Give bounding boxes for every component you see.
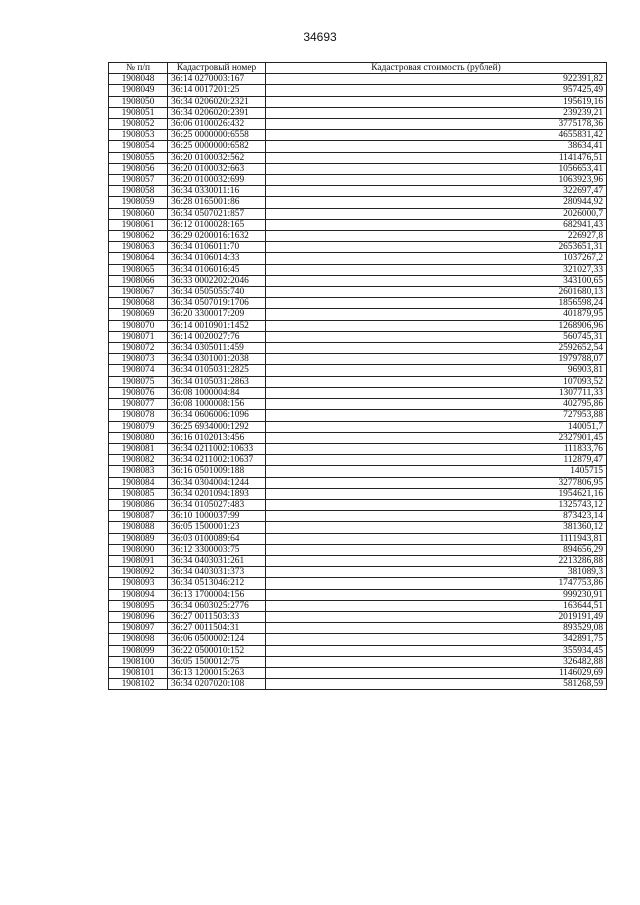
cell-cadastral-value: 1747753,86	[266, 578, 607, 589]
cell-row-number: 1908100	[109, 656, 168, 667]
cell-cadastral-number: 36:22 0500010:152	[168, 645, 266, 656]
table-row	[109, 242, 607, 253]
cell-cadastral-value: 107093,52	[266, 376, 607, 387]
table-row	[109, 443, 607, 454]
table-row	[109, 656, 607, 667]
cell-cadastral-value: 893529,08	[266, 623, 607, 634]
cell-cadastral-value: 2653651,31	[266, 242, 607, 253]
cell-cadastral-number: 36:14 0270003:167	[168, 74, 266, 85]
table-row	[109, 679, 607, 690]
cell-cadastral-number: 36:27 0011503:33	[168, 611, 266, 622]
cell-row-number: 1908060	[109, 208, 168, 219]
cell-cadastral-number: 36:28 0165001:86	[168, 197, 266, 208]
table-row	[109, 175, 607, 186]
cell-row-number: 1908088	[109, 522, 168, 533]
cell-row-number: 1908087	[109, 511, 168, 522]
cell-cadastral-value: 1141476,51	[266, 152, 607, 163]
cell-cadastral-number: 36:34 0330011:16	[168, 186, 266, 197]
cell-row-number: 1908093	[109, 578, 168, 589]
cell-cadastral-number: 36:14 0010901:1452	[168, 320, 266, 331]
cell-cadastral-value: 96903,81	[266, 365, 607, 376]
cell-cadastral-value: 1146029,69	[266, 667, 607, 678]
cell-cadastral-number: 36:13 1700004:156	[168, 589, 266, 600]
cell-cadastral-number: 36:16 0102013:456	[168, 432, 266, 443]
table-row	[109, 343, 607, 354]
table-row	[109, 600, 607, 611]
cell-cadastral-value: 1063923,96	[266, 175, 607, 186]
cell-cadastral-value: 560745,31	[266, 331, 607, 342]
table-row	[109, 387, 607, 398]
cell-cadastral-number: 36:34 0106016:45	[168, 264, 266, 275]
table-row	[109, 354, 607, 365]
cell-cadastral-number: 36:12 3300003:75	[168, 544, 266, 555]
cell-cadastral-value: 999230,91	[266, 589, 607, 600]
cell-row-number: 1908052	[109, 119, 168, 130]
cell-row-number: 1908053	[109, 130, 168, 141]
cell-cadastral-number: 36:14 0020027:76	[168, 331, 266, 342]
cell-row-number: 1908080	[109, 432, 168, 443]
column-header-number: № п/п	[109, 63, 168, 74]
table-row	[109, 85, 607, 96]
cell-row-number: 1908049	[109, 85, 168, 96]
cell-cadastral-number: 36:34 0513046:212	[168, 578, 266, 589]
cell-cadastral-value: 581268,59	[266, 679, 607, 690]
cell-row-number: 1908086	[109, 499, 168, 510]
cell-cadastral-value: 226927,8	[266, 231, 607, 242]
column-header-cadastral-number: Кадастровый номер	[168, 63, 266, 74]
cadastral-value-table	[108, 62, 607, 690]
cell-cadastral-value: 1979788,07	[266, 354, 607, 365]
table-row	[109, 578, 607, 589]
cell-row-number: 1908069	[109, 309, 168, 320]
cell-cadastral-value: 1954621,16	[266, 488, 607, 499]
page-number: 34693	[303, 30, 337, 44]
cell-row-number: 1908066	[109, 275, 168, 286]
cell-cadastral-number: 36:34 0505055:740	[168, 287, 266, 298]
cell-row-number: 1908079	[109, 421, 168, 432]
column-header-cadastral-value: Кадастровая стоимость (рублей)	[266, 63, 607, 74]
cell-cadastral-value: 727953,88	[266, 410, 607, 421]
cell-cadastral-value: 111833,76	[266, 443, 607, 454]
cell-cadastral-number: 36:06 0500002:124	[168, 634, 266, 645]
cell-row-number: 1908065	[109, 264, 168, 275]
cell-cadastral-number: 36:34 0507019:1706	[168, 298, 266, 309]
cell-cadastral-value: 342891,75	[266, 634, 607, 645]
cell-cadastral-number: 36:14 0017201:25	[168, 85, 266, 96]
cell-cadastral-value: 1056653,41	[266, 163, 607, 174]
cell-cadastral-number: 36:34 0105031:2825	[168, 365, 266, 376]
cell-cadastral-value: 2601680,13	[266, 287, 607, 298]
cell-row-number: 1908063	[109, 242, 168, 253]
table-row	[109, 74, 607, 85]
cell-row-number: 1908067	[109, 287, 168, 298]
cell-cadastral-number: 36:20 0100032:699	[168, 175, 266, 186]
cell-cadastral-number: 36:13 1200015:263	[168, 667, 266, 678]
table-row	[109, 455, 607, 466]
table-row	[109, 511, 607, 522]
cell-row-number: 1908056	[109, 163, 168, 174]
table-row	[109, 130, 607, 141]
cell-cadastral-value: 381360,12	[266, 522, 607, 533]
cell-row-number: 1908078	[109, 410, 168, 421]
cell-cadastral-number: 36:20 0100032:663	[168, 163, 266, 174]
cell-cadastral-number: 36:16 0501009:188	[168, 466, 266, 477]
cell-cadastral-number: 36:34 0403031:261	[168, 555, 266, 566]
cell-cadastral-number: 36:25 0000000:6582	[168, 141, 266, 152]
cell-cadastral-number: 36:34 0301001:2038	[168, 354, 266, 365]
cell-cadastral-number: 36:34 0403031:373	[168, 567, 266, 578]
table-row	[109, 253, 607, 264]
cell-cadastral-value: 322697,47	[266, 186, 607, 197]
table-row	[109, 376, 607, 387]
cell-cadastral-number: 36:08 1000004:84	[168, 387, 266, 398]
cell-cadastral-number: 36:29 0200016:1632	[168, 231, 266, 242]
cell-cadastral-value: 195619,16	[266, 96, 607, 107]
cell-row-number: 1908090	[109, 544, 168, 555]
cell-row-number: 1908094	[109, 589, 168, 600]
cell-row-number: 1908064	[109, 253, 168, 264]
cell-cadastral-number: 36:34 0507021:857	[168, 208, 266, 219]
table-row	[109, 477, 607, 488]
table-row	[109, 410, 607, 421]
table-row	[109, 141, 607, 152]
cell-row-number: 1908091	[109, 555, 168, 566]
cell-cadastral-value: 401879,95	[266, 309, 607, 320]
cell-cadastral-value: 922391,82	[266, 74, 607, 85]
cell-cadastral-value: 894656,29	[266, 544, 607, 555]
cell-cadastral-number: 36:34 0211002:10633	[168, 443, 266, 454]
cell-cadastral-value: 2213286,88	[266, 555, 607, 566]
cell-cadastral-value: 1111943,81	[266, 533, 607, 544]
cell-row-number: 1908071	[109, 331, 168, 342]
cell-cadastral-value: 2026000,7	[266, 208, 607, 219]
cell-cadastral-number: 36:34 0206020:2321	[168, 96, 266, 107]
cell-cadastral-number: 36:34 0606006:1096	[168, 410, 266, 421]
table-row	[109, 611, 607, 622]
cell-cadastral-number: 36:05 1500001:23	[168, 522, 266, 533]
table-row	[109, 533, 607, 544]
table-row	[109, 219, 607, 230]
cell-row-number: 1908073	[109, 354, 168, 365]
table-row	[109, 320, 607, 331]
cell-row-number: 1908102	[109, 679, 168, 690]
cell-cadastral-value: 1268906,96	[266, 320, 607, 331]
table-row	[109, 298, 607, 309]
table-row	[109, 275, 607, 286]
cell-row-number: 1908075	[109, 376, 168, 387]
cell-cadastral-number: 36:34 0207020:108	[168, 679, 266, 690]
cell-row-number: 1908072	[109, 343, 168, 354]
cell-row-number: 1908062	[109, 231, 168, 242]
cell-cadastral-value: 3775178,36	[266, 119, 607, 130]
cell-cadastral-number: 36:34 0206020:2391	[168, 107, 266, 118]
cell-row-number: 1908101	[109, 667, 168, 678]
cell-row-number: 1908050	[109, 96, 168, 107]
cell-row-number: 1908074	[109, 365, 168, 376]
cell-row-number: 1908059	[109, 197, 168, 208]
cell-row-number: 1908048	[109, 74, 168, 85]
table-row	[109, 96, 607, 107]
cell-cadastral-value: 1856598,24	[266, 298, 607, 309]
cell-cadastral-value: 2019191,49	[266, 611, 607, 622]
table-row	[109, 488, 607, 499]
cell-cadastral-number: 36:25 6934000:1292	[168, 421, 266, 432]
cell-cadastral-value: 163644,51	[266, 600, 607, 611]
cell-row-number: 1908055	[109, 152, 168, 163]
table-row	[109, 555, 607, 566]
cell-cadastral-value: 1405715	[266, 466, 607, 477]
table-row	[109, 152, 607, 163]
table-row	[109, 432, 607, 443]
cell-row-number: 1908099	[109, 645, 168, 656]
cell-cadastral-value: 873423,14	[266, 511, 607, 522]
cell-row-number: 1908068	[109, 298, 168, 309]
table-row	[109, 264, 607, 275]
cell-cadastral-number: 36:34 0105027:483	[168, 499, 266, 510]
cell-cadastral-value: 3277806,95	[266, 477, 607, 488]
cell-cadastral-value: 1307711,33	[266, 387, 607, 398]
table-row	[109, 499, 607, 510]
cell-row-number: 1908097	[109, 623, 168, 634]
table-row	[109, 634, 607, 645]
cell-cadastral-number: 36:27 0011504:31	[168, 623, 266, 634]
cell-row-number: 1908085	[109, 488, 168, 499]
table-row	[109, 522, 607, 533]
table-row	[109, 399, 607, 410]
cell-row-number: 1908096	[109, 611, 168, 622]
table-row	[109, 466, 607, 477]
table-row	[109, 208, 607, 219]
table-row	[109, 186, 607, 197]
cell-cadastral-number: 36:34 0304004:1244	[168, 477, 266, 488]
table-row	[109, 421, 607, 432]
cell-row-number: 1908077	[109, 399, 168, 410]
table-row	[109, 231, 607, 242]
cell-cadastral-number: 36:34 0106011:70	[168, 242, 266, 253]
table-header-row	[109, 63, 607, 74]
cell-row-number: 1908083	[109, 466, 168, 477]
cell-cadastral-number: 36:20 3300017:209	[168, 309, 266, 320]
cell-cadastral-number: 36:05 1500012:75	[168, 656, 266, 667]
cell-cadastral-value: 112879,47	[266, 455, 607, 466]
cell-cadastral-number: 36:34 0201094:1893	[168, 488, 266, 499]
cell-cadastral-number: 36:03 0100089:64	[168, 533, 266, 544]
cell-cadastral-value: 2327901,45	[266, 432, 607, 443]
table-row	[109, 197, 607, 208]
cell-cadastral-number: 36:25 0000000:6558	[168, 130, 266, 141]
cell-cadastral-value: 682941,43	[266, 219, 607, 230]
cell-cadastral-number: 36:06 0100026:432	[168, 119, 266, 130]
cell-cadastral-value: 321027,33	[266, 264, 607, 275]
cell-row-number: 1908084	[109, 477, 168, 488]
table-row	[109, 119, 607, 130]
cell-row-number: 1908082	[109, 455, 168, 466]
cell-cadastral-value: 4655831,42	[266, 130, 607, 141]
cell-row-number: 1908057	[109, 175, 168, 186]
cell-cadastral-number: 36:34 0105031:2863	[168, 376, 266, 387]
cell-cadastral-value: 381089,3	[266, 567, 607, 578]
table-row	[109, 163, 607, 174]
cell-row-number: 1908051	[109, 107, 168, 118]
cell-row-number: 1908095	[109, 600, 168, 611]
cell-cadastral-number: 36:08 1000008:156	[168, 399, 266, 410]
cell-row-number: 1908058	[109, 186, 168, 197]
table-row	[109, 107, 607, 118]
cell-cadastral-number: 36:34 0106014:33	[168, 253, 266, 264]
cell-cadastral-number: 36:34 0211002:10637	[168, 455, 266, 466]
cell-cadastral-value: 140051,7	[266, 421, 607, 432]
cell-cadastral-value: 326482,88	[266, 656, 607, 667]
table-row	[109, 331, 607, 342]
cell-cadastral-number: 36:20 0100032:562	[168, 152, 266, 163]
cell-row-number: 1908076	[109, 387, 168, 398]
table-row	[109, 589, 607, 600]
table-row	[109, 309, 607, 320]
cell-row-number: 1908092	[109, 567, 168, 578]
cell-cadastral-value: 280944,92	[266, 197, 607, 208]
cell-cadastral-value: 38634,41	[266, 141, 607, 152]
cell-cadastral-value: 1325743,12	[266, 499, 607, 510]
cell-cadastral-value: 355934,45	[266, 645, 607, 656]
cell-cadastral-number: 36:34 0603025:2776	[168, 600, 266, 611]
table-row	[109, 645, 607, 656]
table-row	[109, 623, 607, 634]
cell-row-number: 1908081	[109, 443, 168, 454]
table-row	[109, 365, 607, 376]
cell-row-number: 1908070	[109, 320, 168, 331]
table-row	[109, 567, 607, 578]
cell-row-number: 1908054	[109, 141, 168, 152]
table-row	[109, 287, 607, 298]
table-row	[109, 544, 607, 555]
cell-cadastral-number: 36:10 1000037:99	[168, 511, 266, 522]
cell-row-number: 1908098	[109, 634, 168, 645]
cell-cadastral-number: 36:12 0100028:165	[168, 219, 266, 230]
table-body	[109, 74, 607, 690]
cell-cadastral-value: 1037267,2	[266, 253, 607, 264]
cell-cadastral-value: 239239,21	[266, 107, 607, 118]
cell-cadastral-value: 343100,65	[266, 275, 607, 286]
cell-cadastral-value: 957425,49	[266, 85, 607, 96]
cell-cadastral-number: 36:34 0305011:459	[168, 343, 266, 354]
cell-cadastral-value: 2592652,54	[266, 343, 607, 354]
cell-cadastral-value: 402795,86	[266, 399, 607, 410]
cell-row-number: 1908061	[109, 219, 168, 230]
cell-cadastral-number: 36:33 0002202:2046	[168, 275, 266, 286]
cell-row-number: 1908089	[109, 533, 168, 544]
table-row	[109, 667, 607, 678]
